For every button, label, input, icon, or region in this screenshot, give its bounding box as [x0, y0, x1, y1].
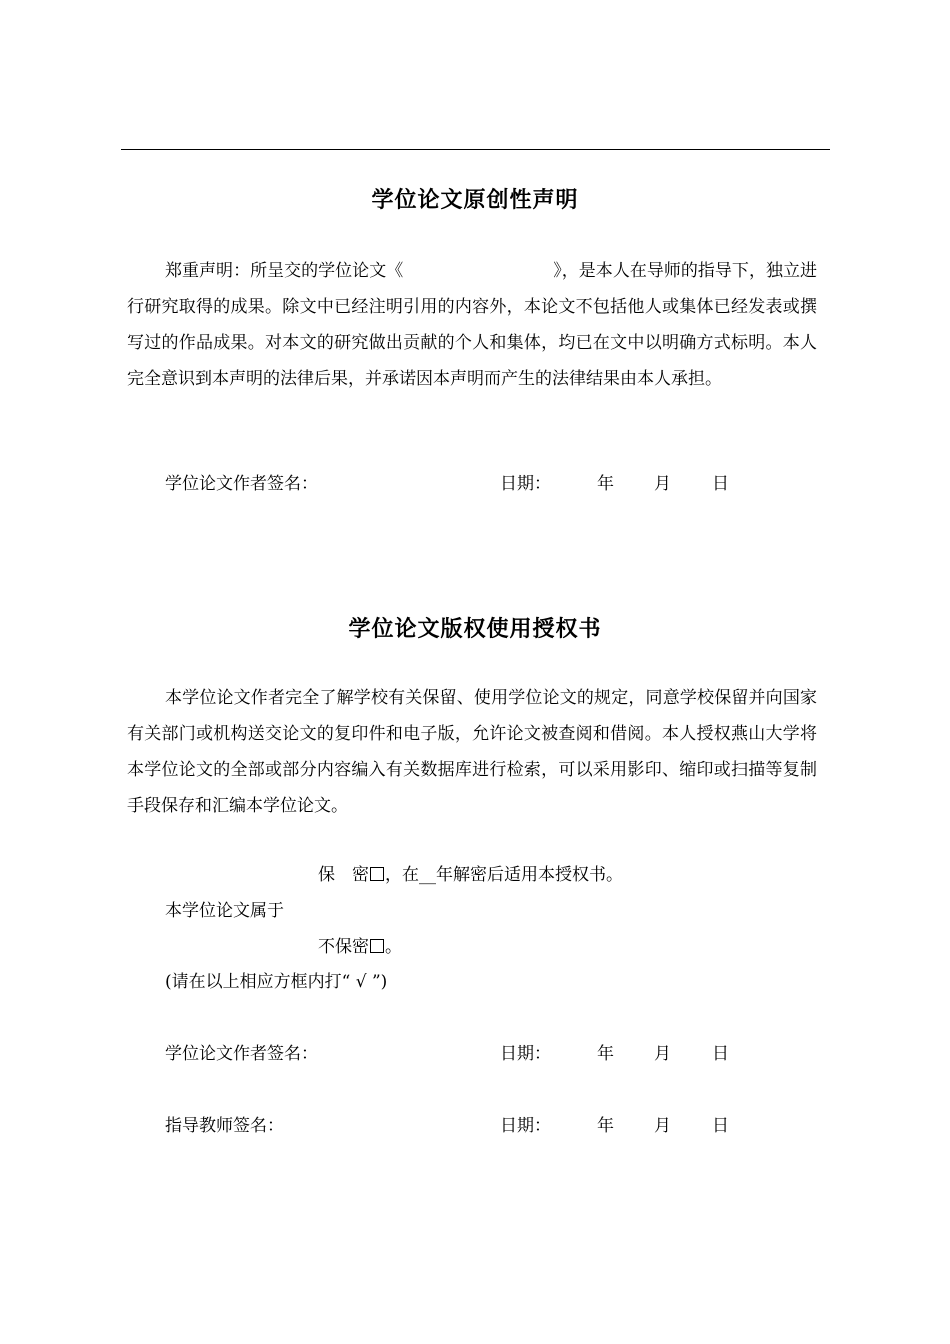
secret-option: [318, 863, 623, 887]
authorization-paragraph: 本学位论文作者完全了解学校有关保留、使用学位论文的规定，同意学校保留并向国家有关部门或机构送交论文的复印件和电子版，允许论文被查阅和借阅。本人授权燕山大学将本学位论文的全部或部分内容编入有关数据库进行检索，可以采用影印、缩印或扫描等复制手段保存和汇编本学位论文。: [127, 688, 817, 816]
declaration-signature-label: 学位论文作者签名：: [165, 474, 318, 494]
supervisor-day: 日: [712, 1116, 729, 1136]
not-secret-label: 不保密: [318, 937, 369, 957]
declaration-year: 年: [597, 474, 614, 494]
header-rule: [121, 149, 830, 150]
secret-label: 保 密: [318, 865, 369, 885]
supervisor-year: 年: [597, 1116, 614, 1136]
declaration-body: 》，是本人在导师的指导下，独立进行研究取得的成果。除文中已经注明引用的内容外，本论文不包括他人或集体已经发表或撰写过的作品成果。对本文的研究做出贡献的个人和集体，均已在文中以明确方式标明。本人完全意识到本声明的法律后果，并承诺因本声明而产生的法律结果由本人承担。: [127, 261, 818, 389]
declaration-day: 日: [712, 474, 729, 494]
secret-checkbox[interactable]: [370, 867, 384, 881]
checkbox-instruction: (请在以上相应方框内打“ √ ”): [165, 972, 388, 992]
author-month: 月: [654, 1044, 671, 1064]
supervisor-date-label: 日期：: [500, 1116, 551, 1136]
secret-suffix: ，在__年解密后适用本授权书。: [385, 865, 623, 885]
belongs-label: 本学位论文属于: [165, 901, 284, 921]
declaration-prefix: 郑重声明：所呈交的学位论文《: [165, 261, 404, 281]
not-secret-checkbox[interactable]: [370, 939, 384, 953]
declaration-title: 学位论文原创性声明: [371, 188, 579, 213]
declaration-date-label: 日期：: [500, 474, 551, 494]
author-signature-label: 学位论文作者签名：: [165, 1044, 318, 1064]
declaration-month: 月: [654, 474, 671, 494]
supervisor-month: 月: [654, 1116, 671, 1136]
declaration-paragraph: [127, 253, 817, 397]
authorization-title: 学位论文版权使用授权书: [348, 617, 602, 642]
not-secret-end: 。: [385, 937, 402, 957]
not-secret-option: [318, 935, 402, 959]
author-date-label: 日期：: [500, 1044, 551, 1064]
supervisor-signature-label: 指导教师签名：: [165, 1116, 284, 1136]
author-year: 年: [597, 1044, 614, 1064]
author-day: 日: [712, 1044, 729, 1064]
